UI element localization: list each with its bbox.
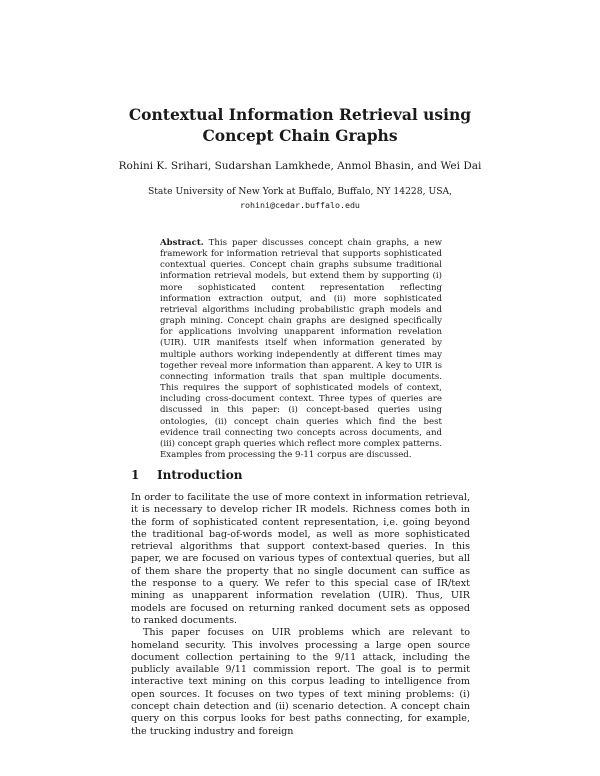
affiliation: State University of New York at Buffalo, Buffalo, NY 14228, USA, <box>147 186 453 197</box>
abstract-label: Abstract. <box>160 238 204 248</box>
abstract <box>160 238 442 461</box>
section-heading <box>131 468 242 482</box>
body-paragraph: This paper focuses on UIR problems which are relevant to homeland security. This involves processing a large open source document collection pertaining to the 9/11 attack, including the publicly available 9/11 commission report. The goal is to permit interactive text mining on this corpus leading to intelligence from open sources. It focuses on two types of text mining problems: (i) concept chain detection and (ii) scenario detection. A concept chain query on this corpus looks for best paths connecting, for example, the trucking industry and foreign <box>131 627 470 737</box>
section-title: Introduction <box>157 468 243 482</box>
author-email: rohini@cedar.buffalo.edu <box>240 199 360 210</box>
section-body <box>131 492 470 738</box>
affiliation-block <box>100 186 500 211</box>
author-list: Rohini K. Srihari, Sudarshan Lamkhede, Anmol Bhasin, and Wei Dai <box>118 160 482 172</box>
section-number: 1 <box>131 468 140 482</box>
abstract-text: This paper discusses concept chain graphs, a new framework for information retrieval that supports sophisticated contextual queries. Concept chain graphs subsume traditional information retrieval models, but extend them by supporting (i) more sophisticated content representation reflecting information extraction output, and (ii) more sophisticated retrieval algorithms including probabilistic graph models and graph mining. Concept chain graphs are designed specifically for applications involving unapparent information revelation (UIR). UIR manifests itself when information generated by multiple authors working independently at different times may together reveal more information than apparent. A key to UIR is connecting information trails that span multiple documents. This requires the support of sophisticated models of context, including cross-document context. Three types of queries are discussed in this paper: (i) concept-based queries using ontologies, (ii) concept chain queries which find the best evidence trail connecting two concepts across documents, and (iii) concept graph queries which reflect more complex patterns. Examples from processing the 9-11 corpus are discussed. <box>160 238 442 460</box>
paper-title: Contextual Information Retrieval using Concept Chain Graphs <box>128 105 472 145</box>
body-paragraph: In order to facilitate the use of more context in information retrieval, it is necessary to develop richer IR models. Richness comes both in the form of sophisticated content representation, i,e. going beyond the traditional bag-of-words model, as well as more sophisticated retrieval algorithms that support context-based queries. In this paper, we are focused on various types of contextual queries, but all of them share the property that no single document can suffice as the response to a query. We refer to this special case of IR/text mining as unapparent information revelation (UIR). Thus, UIR models are focused on returning ranked document sets as opposed to ranked documents. <box>131 492 470 626</box>
